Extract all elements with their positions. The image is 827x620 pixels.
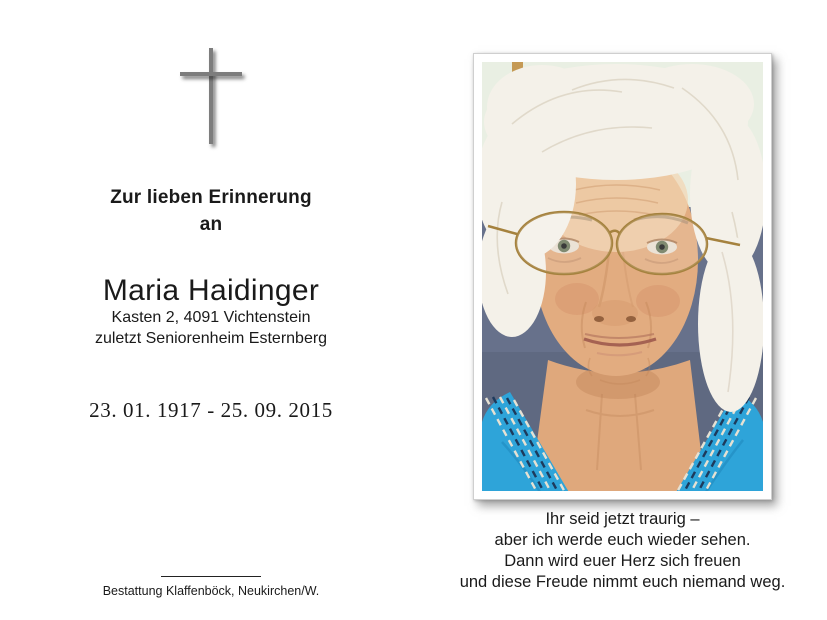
intro-line-2: an (199, 214, 223, 235)
cross-icon (179, 46, 243, 146)
verse-line-1: Ihr seid jetzt traurig – (545, 510, 700, 528)
deceased-name: Maria Haidinger (102, 274, 320, 307)
verse-line-3: Dann wird euer Herz sich freuen (504, 552, 741, 570)
verse-line-2: aber ich werde euch wieder sehen. (494, 531, 751, 549)
portrait-photo (473, 53, 772, 500)
memorial-verse (446, 509, 799, 593)
cross-horizontal-bar (180, 72, 242, 76)
intro-text (0, 184, 422, 238)
life-dates: 23. 01. 1917 - 25. 09. 2015 (89, 398, 333, 422)
funeral-home-text: Bestattung Klaffenböck, Neukirchen/W. (102, 584, 320, 598)
cross-vertical-bar (209, 48, 213, 144)
intro-line-1: Zur lieben Erinnerung (110, 187, 312, 208)
hair-lock-right (698, 236, 763, 412)
footer-divider (161, 576, 261, 577)
portrait-illustration (482, 62, 763, 491)
deceased-address: Kasten 2, 4091 Vichtenstein (111, 309, 311, 326)
deceased-residence: zuletzt Seniorenheim Esternberg (94, 330, 328, 347)
verse-line-4: und diese Freude nimmt euch niemand weg. (459, 573, 786, 591)
